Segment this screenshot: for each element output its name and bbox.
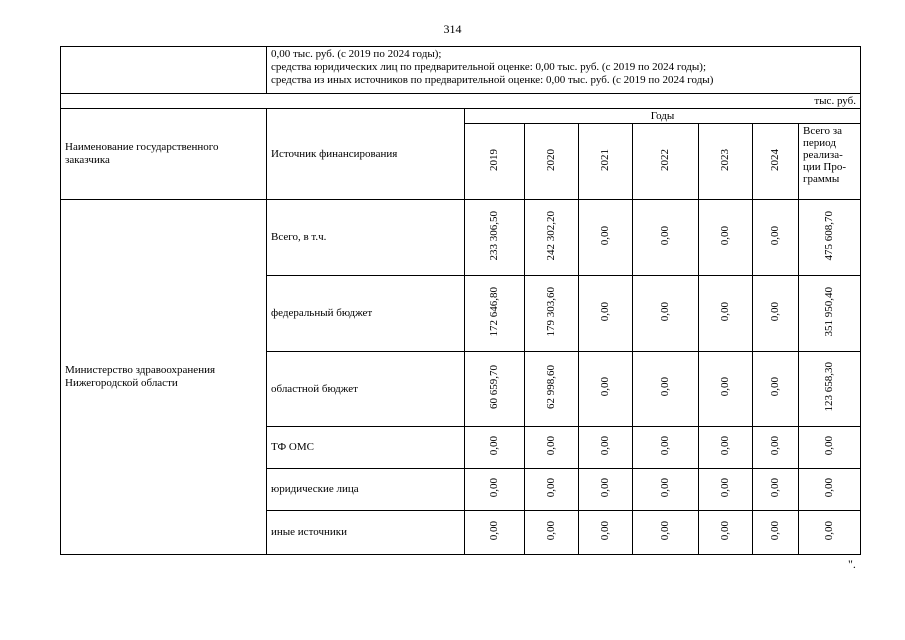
top-text-line: средства юридических лиц по предварительной оценке: 0,00 тыс. руб. (с 2019 по 2024 годы); bbox=[271, 61, 706, 73]
value-cell bbox=[525, 200, 579, 276]
value-cell bbox=[465, 276, 525, 352]
value-cell bbox=[633, 352, 699, 427]
unit-row bbox=[61, 94, 861, 109]
value-text: 233 306,50 bbox=[488, 210, 500, 261]
value-text: 172 646,80 bbox=[488, 286, 500, 337]
value-text: 351 950,40 bbox=[823, 286, 835, 337]
source-cell: юридические лица bbox=[267, 469, 465, 511]
header-year bbox=[699, 124, 753, 200]
value-cell bbox=[633, 427, 699, 469]
value-text: 0,00 bbox=[719, 225, 731, 246]
value-cell bbox=[525, 352, 579, 427]
value-cell bbox=[699, 511, 753, 555]
value-cell bbox=[753, 276, 799, 352]
header-year bbox=[525, 124, 579, 200]
header-years-group: Годы bbox=[465, 109, 861, 124]
value-cell bbox=[753, 427, 799, 469]
value-text: 0,00 bbox=[599, 225, 611, 246]
value-cell bbox=[699, 352, 753, 427]
value-cell bbox=[465, 352, 525, 427]
value-cell bbox=[579, 469, 633, 511]
value-cell bbox=[633, 276, 699, 352]
value-cell bbox=[799, 200, 861, 276]
value-text: 0,00 bbox=[545, 520, 557, 541]
value-text: 0,00 bbox=[659, 301, 671, 322]
value-text: 62 998,60 bbox=[545, 365, 557, 409]
financing-table bbox=[60, 46, 861, 555]
value-text: 0,00 bbox=[719, 435, 731, 456]
value-cell bbox=[579, 352, 633, 427]
value-text: 0,00 bbox=[823, 435, 835, 456]
header-year-text: 2020 bbox=[545, 148, 557, 171]
value-cell bbox=[579, 200, 633, 276]
value-cell bbox=[799, 469, 861, 511]
value-text: 0,00 bbox=[599, 520, 611, 541]
header-year-text: 2019 bbox=[488, 148, 500, 171]
header-year-text: 2022 bbox=[659, 148, 671, 171]
value-cell bbox=[525, 427, 579, 469]
value-cell bbox=[579, 427, 633, 469]
value-cell bbox=[633, 200, 699, 276]
value-cell bbox=[699, 276, 753, 352]
value-text: 0,00 bbox=[488, 520, 500, 541]
value-cell bbox=[633, 469, 699, 511]
header-row-years bbox=[61, 109, 861, 124]
value-text: 0,00 bbox=[599, 435, 611, 456]
value-text: 60 659,70 bbox=[488, 365, 500, 409]
source-cell: Всего, в т.ч. bbox=[267, 200, 465, 276]
unit-label: тыс. руб. bbox=[61, 94, 861, 109]
value-cell bbox=[753, 200, 799, 276]
value-text: 242 302,20 bbox=[545, 210, 557, 261]
source-cell: федеральный бюджет bbox=[267, 276, 465, 352]
value-text: 0,00 bbox=[769, 435, 781, 456]
header-year-text: 2024 bbox=[769, 148, 781, 171]
value-cell bbox=[465, 200, 525, 276]
top-text-cell bbox=[267, 47, 861, 94]
header-year bbox=[465, 124, 525, 200]
header-year bbox=[633, 124, 699, 200]
value-text: 0,00 bbox=[769, 377, 781, 397]
value-text: 0,00 bbox=[719, 520, 731, 541]
value-text: 179 303,60 bbox=[545, 286, 557, 337]
value-cell bbox=[753, 352, 799, 427]
value-cell bbox=[753, 469, 799, 511]
value-text: 0,00 bbox=[599, 301, 611, 322]
value-text: 0,00 bbox=[659, 435, 671, 456]
value-text: 0,00 bbox=[823, 477, 835, 498]
source-cell: ТФ ОМС bbox=[267, 427, 465, 469]
header-total: Всего за период реализа-ции Про-граммы bbox=[799, 124, 861, 200]
value-cell bbox=[465, 511, 525, 555]
value-text: 0,00 bbox=[719, 377, 731, 397]
header-year-text: 2023 bbox=[719, 148, 731, 171]
value-cell bbox=[699, 427, 753, 469]
value-text: 0,00 bbox=[599, 377, 611, 397]
top-text-row bbox=[61, 47, 861, 94]
value-text: 0,00 bbox=[659, 520, 671, 541]
value-text: 0,00 bbox=[769, 520, 781, 541]
value-cell bbox=[699, 200, 753, 276]
value-text: 123 658,30 bbox=[823, 362, 835, 412]
value-cell bbox=[579, 511, 633, 555]
value-text: 0,00 bbox=[823, 520, 835, 541]
value-text: 0,00 bbox=[488, 477, 500, 498]
value-cell bbox=[525, 469, 579, 511]
value-text: 0,00 bbox=[769, 301, 781, 322]
value-cell bbox=[465, 427, 525, 469]
value-cell bbox=[799, 276, 861, 352]
value-cell bbox=[699, 469, 753, 511]
value-text: 0,00 bbox=[659, 225, 671, 246]
header-source: Источник финансирования bbox=[267, 109, 465, 200]
header-customer: Наименование государственного заказчика bbox=[61, 109, 267, 200]
value-text: 0,00 bbox=[545, 435, 557, 456]
top-text-line: средства из иных источников по предварительной оценке: 0,00 тыс. руб. (с 2019 по 2024 годы) bbox=[271, 74, 714, 86]
top-text-line: 0,00 тыс. руб. (с 2019 по 2024 годы); bbox=[271, 48, 442, 60]
header-year bbox=[753, 124, 799, 200]
value-cell bbox=[753, 511, 799, 555]
value-text: 0,00 bbox=[659, 477, 671, 498]
header-year-text: 2021 bbox=[599, 148, 611, 171]
value-cell bbox=[525, 511, 579, 555]
value-text: 0,00 bbox=[719, 301, 731, 322]
value-cell bbox=[799, 511, 861, 555]
table-row bbox=[61, 200, 861, 276]
value-cell bbox=[799, 352, 861, 427]
value-cell bbox=[799, 427, 861, 469]
page-number: 314 bbox=[443, 22, 462, 36]
customer-name-cell: Министерство здравоохранения Нижегородской области bbox=[61, 200, 267, 555]
value-text: 0,00 bbox=[599, 477, 611, 498]
closing-quote: ". bbox=[848, 557, 856, 571]
value-text: 0,00 bbox=[769, 225, 781, 246]
top-text-empty-cell bbox=[61, 47, 267, 94]
value-text: 0,00 bbox=[488, 435, 500, 456]
header-year bbox=[579, 124, 633, 200]
value-text: 0,00 bbox=[545, 477, 557, 498]
value-text: 0,00 bbox=[659, 377, 671, 397]
value-text: 475 608,70 bbox=[823, 210, 835, 261]
value-text: 0,00 bbox=[769, 477, 781, 498]
value-cell bbox=[633, 511, 699, 555]
value-cell bbox=[579, 276, 633, 352]
source-cell: областной бюджет bbox=[267, 352, 465, 427]
value-cell bbox=[525, 276, 579, 352]
value-text: 0,00 bbox=[719, 477, 731, 498]
source-cell: иные источники bbox=[267, 511, 465, 555]
value-cell bbox=[465, 469, 525, 511]
